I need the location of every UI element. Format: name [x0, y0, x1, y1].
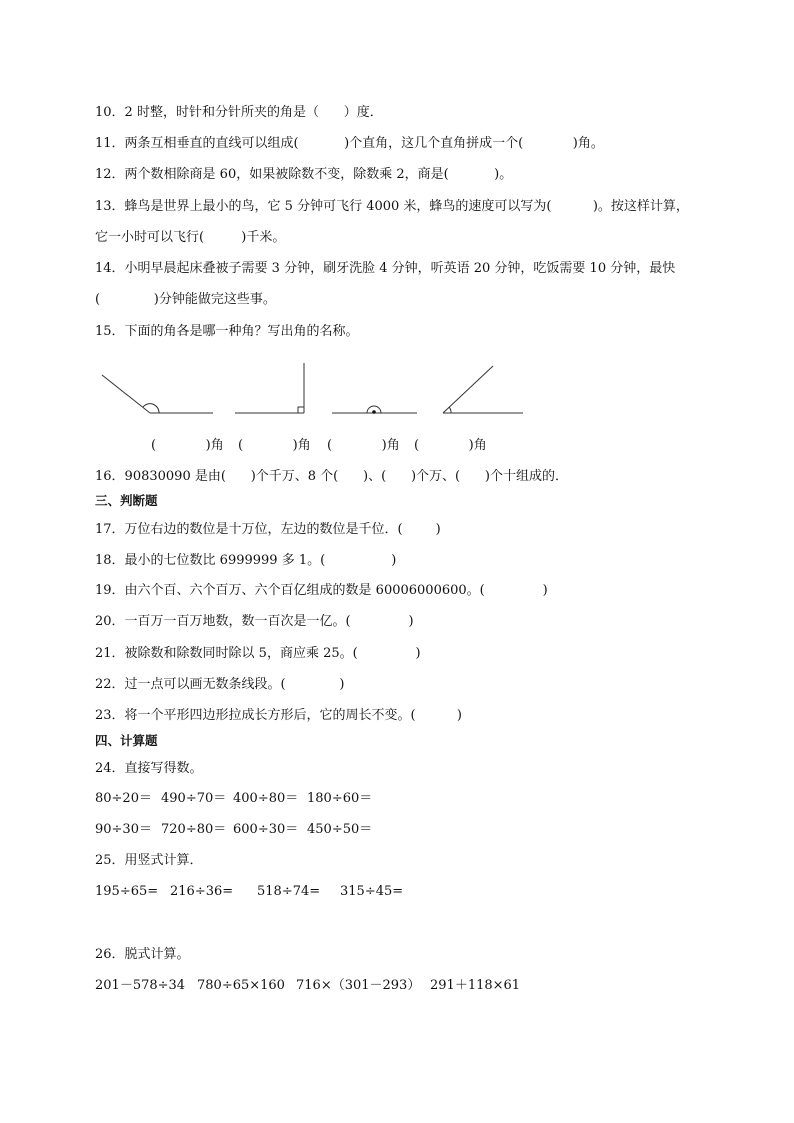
question-21: 21．被除数和除数同时除以 5，商应乘 25。( ) [95, 646, 421, 661]
question-16: 16．90830090 是由( )个千万、8 个( )、( )个万、( )个十组成的． [95, 469, 568, 484]
calc-item: 315÷45= [340, 884, 404, 899]
calc-item: 720÷80＝ [161, 822, 227, 837]
calc-item: 195÷65= [95, 884, 159, 899]
question-11: 11．两条互相垂直的直线可以组成( )个直角，这几个直角拼成一个( )角。 [95, 136, 604, 151]
question-13-line1: 13．蜂鸟是世界上最小的鸟，它 5 分钟可飞行 4000 米，蜂鸟的速度可以写为( )。按这样计算， [95, 199, 689, 214]
straight-angle-figure [332, 406, 417, 414]
calc-item: 490÷70＝ [161, 791, 227, 806]
angle-blank-1: ( )角 [151, 438, 224, 453]
acute-angle-figure [443, 366, 523, 413]
question-10: 10．2 时整，时针和分针所夹的角是（ ）度． [95, 105, 383, 120]
calc-item: 80÷20＝ [95, 791, 152, 806]
question-22: 22．过一点可以画无数条线段。( ) [95, 677, 345, 692]
obtuse-angle-figure [102, 375, 213, 413]
question-12: 12．两个数相除商是 60，如果被除数不变，除数乘 2，商是( )。 [95, 167, 513, 182]
section-4-title: 四、计算题 [95, 733, 158, 748]
question-20: 20．一百万一百万地数，数一百次是一亿。( ) [95, 614, 414, 629]
calc-item: 780÷65×160 [197, 978, 285, 993]
question-19: 19．由六个百、六个百万、六个百亿组成的数是 60006000600。( ) [95, 583, 548, 598]
calc-item: 180÷60＝ [307, 791, 373, 806]
angle-blank-2: ( )角 [238, 438, 311, 453]
calc-item: 291＋118×61 [430, 978, 521, 993]
question-18: 18．最小的七位数比 6999999 多 1。( ) [95, 553, 397, 568]
angle-figures [0, 0, 794, 440]
question-17: 17．万位右边的数位是十万位，左边的数位是千位．( ) [95, 522, 441, 537]
angle-blank-4: ( )角 [414, 438, 487, 453]
calc-item: 400÷80＝ [233, 791, 299, 806]
question-14-line2: ( )分钟能做完这些事。 [95, 292, 276, 307]
question-23: 23．将一个平形四边形拉成长方形后，它的周长不变。( ) [95, 708, 463, 723]
question-25: 25．用竖式计算． [95, 853, 203, 868]
calc-item: 518÷74= [257, 884, 321, 899]
calc-item: 90÷30＝ [95, 822, 152, 837]
calc-item: 450÷50＝ [307, 822, 373, 837]
right-angle-figure [235, 363, 304, 413]
question-24: 24．直接写得数。 [95, 761, 203, 776]
question-26: 26．脱式计算。 [95, 947, 190, 962]
calc-item: 600÷30＝ [233, 822, 299, 837]
question-14-line1: 14．小明早晨起床叠被子需要 3 分钟，刷牙洗脸 4 分钟，听英语 20 分钟，吃饭需要 10 分钟，最快 [95, 261, 676, 276]
calc-item: 216÷36= [170, 884, 234, 899]
angle-blank-3: ( )角 [327, 438, 400, 453]
question-15: 15．下面的角各是哪一种角？写出角的名称。 [95, 324, 359, 339]
calc-item: 716×（301－293） [296, 978, 421, 993]
question-13-line2: 它一小时可以飞行( )千米。 [95, 230, 286, 245]
calc-item: 201－578÷34 [95, 978, 186, 993]
section-3-title: 三、判断题 [95, 493, 158, 508]
